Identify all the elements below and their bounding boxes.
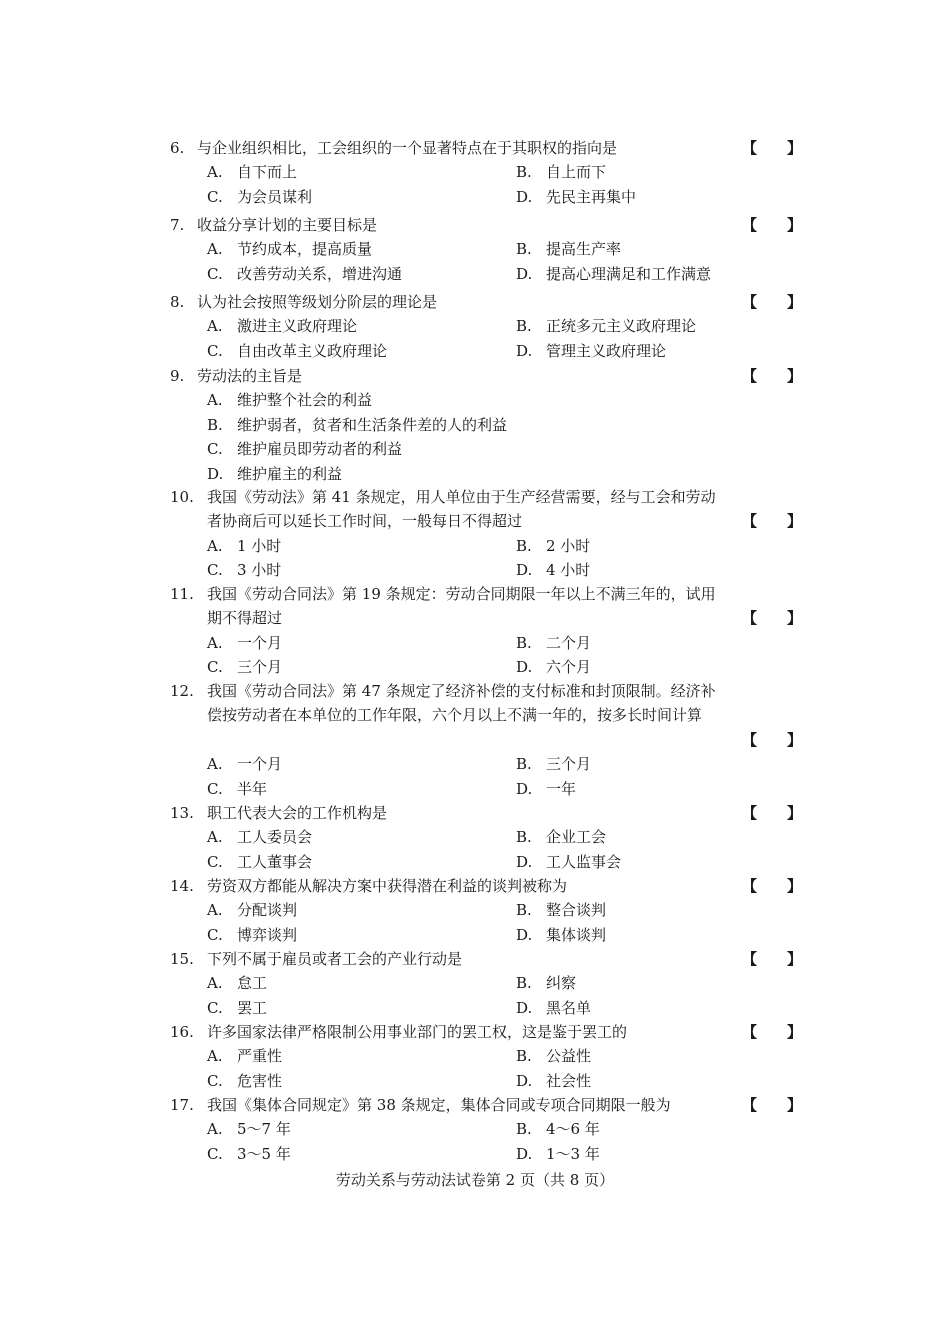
question-text: 期不得超过 (207, 609, 283, 628)
option-letter: D. (516, 998, 533, 1017)
question-stem (170, 1022, 730, 1042)
option-letter: D. (516, 1071, 533, 1090)
option-letter: B. (516, 163, 532, 182)
option-text: 维护整个社会的利益 (237, 391, 373, 410)
option-letter: D. (207, 464, 224, 483)
bracket-left: 【 (742, 877, 758, 895)
question-text: 职工代表大会的工作机构是 (207, 804, 388, 822)
option-letter: D. (516, 925, 533, 944)
option-text: 1～3 年 (546, 1144, 600, 1163)
option-text: 3 小时 (237, 561, 282, 580)
question-text: 与企业组织相比，工会组织的一个显著特点在于其职权的指向是 (197, 139, 618, 157)
option-letter: B. (516, 1120, 532, 1139)
option-text: 维护弱者，贫者和生活条件差的人的利益 (237, 415, 508, 434)
option-letter: D. (516, 264, 533, 283)
option-a (207, 316, 357, 336)
bracket-left: 【 (742, 367, 758, 385)
option-text: 博弈谈判 (237, 925, 298, 944)
option-letter: A. (207, 1047, 223, 1066)
option-letter: B. (516, 536, 532, 555)
question-number: 14. (170, 877, 194, 895)
option-text: 自上而下 (546, 163, 607, 182)
option-text: 维护雇员即劳动者的利益 (237, 440, 403, 459)
option-text: 自由改革主义政府理论 (237, 341, 388, 360)
bracket-right: 】 (786, 950, 802, 968)
option-letter: C. (207, 440, 223, 459)
option-a (207, 827, 312, 847)
option-d (516, 560, 590, 580)
bracket-right: 】 (786, 1023, 802, 1041)
question-text: 我国《劳动法》第 41 条规定，用人单位由于生产经营需要，经与工会和劳动 (207, 488, 716, 506)
option-d (516, 1071, 591, 1091)
option-d (516, 657, 591, 677)
page-footer: 劳动关系与劳动法试卷第 2 页（共 8 页） (335, 1171, 615, 1189)
option-a (207, 900, 297, 920)
question-stem (170, 366, 730, 386)
answer-bracket (742, 366, 802, 386)
option-text: 社会性 (546, 1071, 592, 1090)
question-text: 偿按劳动者在本单位的工作年限，六个月以上不满一年的，按多长时间计算 (207, 706, 703, 725)
option-letter: D. (516, 341, 533, 360)
option-text: 提高心理满足和工作满意 (546, 264, 712, 283)
option-a (207, 536, 281, 556)
option-text: 正统多元主义政府理论 (546, 317, 697, 336)
option-text: 企业工会 (546, 828, 607, 847)
option-letter: B. (516, 974, 532, 993)
option-c (207, 1144, 291, 1164)
option-text: 为会员谋利 (237, 187, 313, 206)
answer-bracket (742, 876, 802, 896)
bracket-right: 】 (786, 139, 802, 157)
option-text: 5～7 年 (237, 1120, 291, 1139)
bracket-right: 】 (786, 730, 802, 749)
bracket-left: 【 (742, 950, 758, 968)
question-stem (170, 215, 730, 235)
question-text: 下列不属于雇员或者工会的产业行动是 (207, 950, 463, 968)
question-number: 15. (170, 950, 194, 968)
option-text: 改善劳动关系，增进沟通 (237, 264, 403, 283)
option-letter: D. (516, 1144, 533, 1163)
option-letter: B. (516, 828, 532, 847)
option-letter: D. (516, 779, 533, 798)
option-text: 激进主义政府理论 (237, 317, 358, 336)
question-stem (170, 803, 730, 823)
option-c (207, 852, 312, 872)
question-number: 9. (170, 367, 185, 385)
option-b (516, 633, 591, 653)
option-text: 公益性 (546, 1047, 592, 1066)
option-text: 六个月 (546, 658, 592, 677)
bracket-right: 】 (786, 609, 802, 628)
option-letter: C. (207, 925, 223, 944)
bracket-right: 】 (786, 512, 802, 531)
option-letter: A. (207, 1120, 223, 1139)
option-a (207, 239, 372, 259)
option-text: 2 小时 (546, 536, 591, 555)
bracket-right: 】 (786, 1096, 802, 1114)
bracket-left: 【 (742, 804, 758, 822)
option-b (207, 415, 507, 435)
option-b (516, 754, 591, 774)
bracket-left: 【 (742, 1096, 758, 1114)
option-letter: B. (207, 415, 223, 434)
option-letter: C. (207, 998, 223, 1017)
question-text: 者协商后可以延长工作时间，一般每日不得超过 (207, 512, 523, 531)
option-letter: C. (207, 1071, 223, 1090)
question-stem (207, 705, 767, 725)
question-number: 12. (170, 682, 194, 700)
option-d (207, 464, 342, 484)
option-d (516, 341, 666, 361)
option-letter: B. (516, 901, 532, 920)
answer-bracket (742, 292, 802, 312)
option-text: 严重性 (237, 1047, 283, 1066)
question-number: 11. (170, 585, 194, 603)
answer-bracket (742, 511, 802, 531)
option-letter: D. (516, 561, 533, 580)
option-text: 危害性 (237, 1071, 283, 1090)
option-c (207, 187, 312, 207)
question-stem (207, 511, 767, 531)
question-stem (207, 608, 767, 628)
option-letter: B. (516, 633, 532, 652)
option-b (516, 900, 606, 920)
option-b (516, 239, 621, 259)
option-letter: A. (207, 536, 223, 555)
option-c (207, 560, 281, 580)
question-number: 8. (170, 293, 185, 311)
option-a (207, 754, 282, 774)
question-text: 认为社会按照等级划分阶层的理论是 (197, 293, 438, 311)
option-letter: C. (207, 852, 223, 871)
question-text: 劳动法的主旨是 (197, 367, 303, 385)
bracket-left: 【 (742, 609, 758, 628)
option-letter: A. (207, 391, 223, 410)
option-text: 1 小时 (237, 536, 282, 555)
answer-bracket (742, 730, 802, 750)
question-number: 13. (170, 804, 194, 822)
option-a (207, 390, 372, 410)
bracket-left: 【 (742, 293, 758, 311)
question-number: 7. (170, 216, 185, 234)
option-d (516, 852, 621, 872)
option-d (516, 998, 591, 1018)
option-letter: C. (207, 779, 223, 798)
option-letter: D. (516, 852, 533, 871)
option-letter: A. (207, 755, 223, 774)
option-d (516, 925, 606, 945)
option-letter: B. (516, 240, 532, 259)
option-letter: B. (516, 755, 532, 774)
answer-bracket (742, 215, 802, 235)
option-letter: C. (207, 341, 223, 360)
option-letter: A. (207, 828, 223, 847)
option-a (207, 162, 297, 182)
option-c (207, 925, 297, 945)
option-letter: C. (207, 264, 223, 283)
bracket-left: 【 (742, 1023, 758, 1041)
option-text: 工人董事会 (237, 852, 313, 871)
option-letter: B. (516, 317, 532, 336)
option-text: 纠察 (546, 974, 577, 993)
question-stem (170, 487, 730, 507)
option-text: 3～5 年 (237, 1144, 291, 1163)
option-letter: A. (207, 163, 223, 182)
option-letter: D. (516, 187, 533, 206)
option-text: 三个月 (546, 755, 592, 774)
option-c (207, 264, 402, 284)
question-text: 劳资双方都能从解决方案中获得潜在利益的谈判被称为 (207, 877, 568, 895)
option-b (516, 1119, 600, 1139)
option-text: 4～6 年 (546, 1120, 600, 1139)
bracket-left: 【 (742, 512, 758, 531)
option-c (207, 779, 267, 799)
question-stem (170, 876, 730, 896)
bracket-right: 】 (786, 804, 802, 822)
option-text: 4 小时 (546, 561, 591, 580)
option-c (207, 657, 282, 677)
option-c (207, 341, 387, 361)
option-c (207, 439, 402, 459)
option-letter: A. (207, 633, 223, 652)
bracket-left: 【 (742, 139, 758, 157)
option-text: 分配谈判 (237, 901, 298, 920)
option-d (516, 264, 711, 284)
option-b (516, 827, 606, 847)
option-b (516, 973, 576, 993)
question-text: 收益分享计划的主要目标是 (197, 216, 378, 234)
bracket-right: 】 (786, 367, 802, 385)
question-number: 6. (170, 139, 185, 157)
question-stem (170, 681, 730, 701)
answer-bracket (742, 1022, 802, 1042)
answer-bracket (742, 1095, 802, 1115)
option-text: 维护雇主的利益 (237, 464, 343, 483)
bracket-right: 】 (786, 216, 802, 234)
option-c (207, 1071, 282, 1091)
question-text: 我国《集体合同规定》第 38 条规定，集体合同或专项合同期限一般为 (207, 1096, 671, 1114)
option-b (516, 316, 696, 336)
answer-bracket (742, 138, 802, 158)
question-number: 17. (170, 1096, 194, 1114)
option-text: 一个月 (237, 633, 283, 652)
question-stem (170, 1095, 730, 1115)
option-d (516, 1144, 600, 1164)
option-a (207, 1119, 291, 1139)
option-c (207, 998, 267, 1018)
question-stem (170, 584, 730, 604)
question-text: 我国《劳动合同法》第 19 条规定：劳动合同期限一年以上不满三年的，试用 (207, 585, 716, 603)
option-text: 管理主义政府理论 (546, 341, 667, 360)
option-d (516, 779, 576, 799)
option-letter: C. (207, 1144, 223, 1163)
option-letter: D. (516, 658, 533, 677)
option-text: 一个月 (237, 755, 283, 774)
question-stem (170, 292, 730, 312)
option-b (516, 536, 590, 556)
answer-bracket (742, 949, 802, 969)
option-text: 节约成本，提高质量 (237, 240, 373, 259)
option-letter: C. (207, 658, 223, 677)
option-letter: A. (207, 317, 223, 336)
question-stem (170, 949, 730, 969)
question-number: 16. (170, 1023, 194, 1041)
question-text: 我国《劳动合同法》第 47 条规定了经济补偿的支付标准和封顶限制。经济补 (207, 682, 716, 700)
answer-bracket (742, 608, 802, 628)
option-text: 二个月 (546, 633, 592, 652)
bracket-left: 【 (742, 216, 758, 234)
answer-bracket (742, 803, 802, 823)
option-letter: C. (207, 187, 223, 206)
option-text: 三个月 (237, 658, 283, 677)
option-text: 罢工 (237, 998, 268, 1017)
option-text: 工人监事会 (546, 852, 622, 871)
option-text: 怠工 (237, 974, 268, 993)
option-letter: A. (207, 240, 223, 259)
option-a (207, 1046, 282, 1066)
option-letter: C. (207, 561, 223, 580)
option-text: 自下而上 (237, 163, 298, 182)
option-text: 一年 (546, 779, 577, 798)
question-stem (170, 138, 730, 158)
bracket-right: 】 (786, 877, 802, 895)
bracket-right: 】 (786, 293, 802, 311)
bracket-left: 【 (742, 730, 758, 749)
question-number: 10. (170, 488, 194, 506)
option-text: 工人委员会 (237, 828, 313, 847)
option-d (516, 187, 636, 207)
option-text: 黑名单 (546, 998, 592, 1017)
option-b (516, 1046, 591, 1066)
option-text: 半年 (237, 779, 268, 798)
option-a (207, 973, 267, 993)
option-text: 集体谈判 (546, 925, 607, 944)
option-text: 整合谈判 (546, 901, 607, 920)
option-letter: A. (207, 901, 223, 920)
question-text: 许多国家法律严格限制公用事业部门的罢工权，这是鉴于罢工的 (207, 1023, 628, 1041)
option-letter: B. (516, 1047, 532, 1066)
option-text: 提高生产率 (546, 240, 622, 259)
option-a (207, 633, 282, 653)
option-b (516, 162, 606, 182)
option-text: 先民主再集中 (546, 187, 637, 206)
option-letter: A. (207, 974, 223, 993)
